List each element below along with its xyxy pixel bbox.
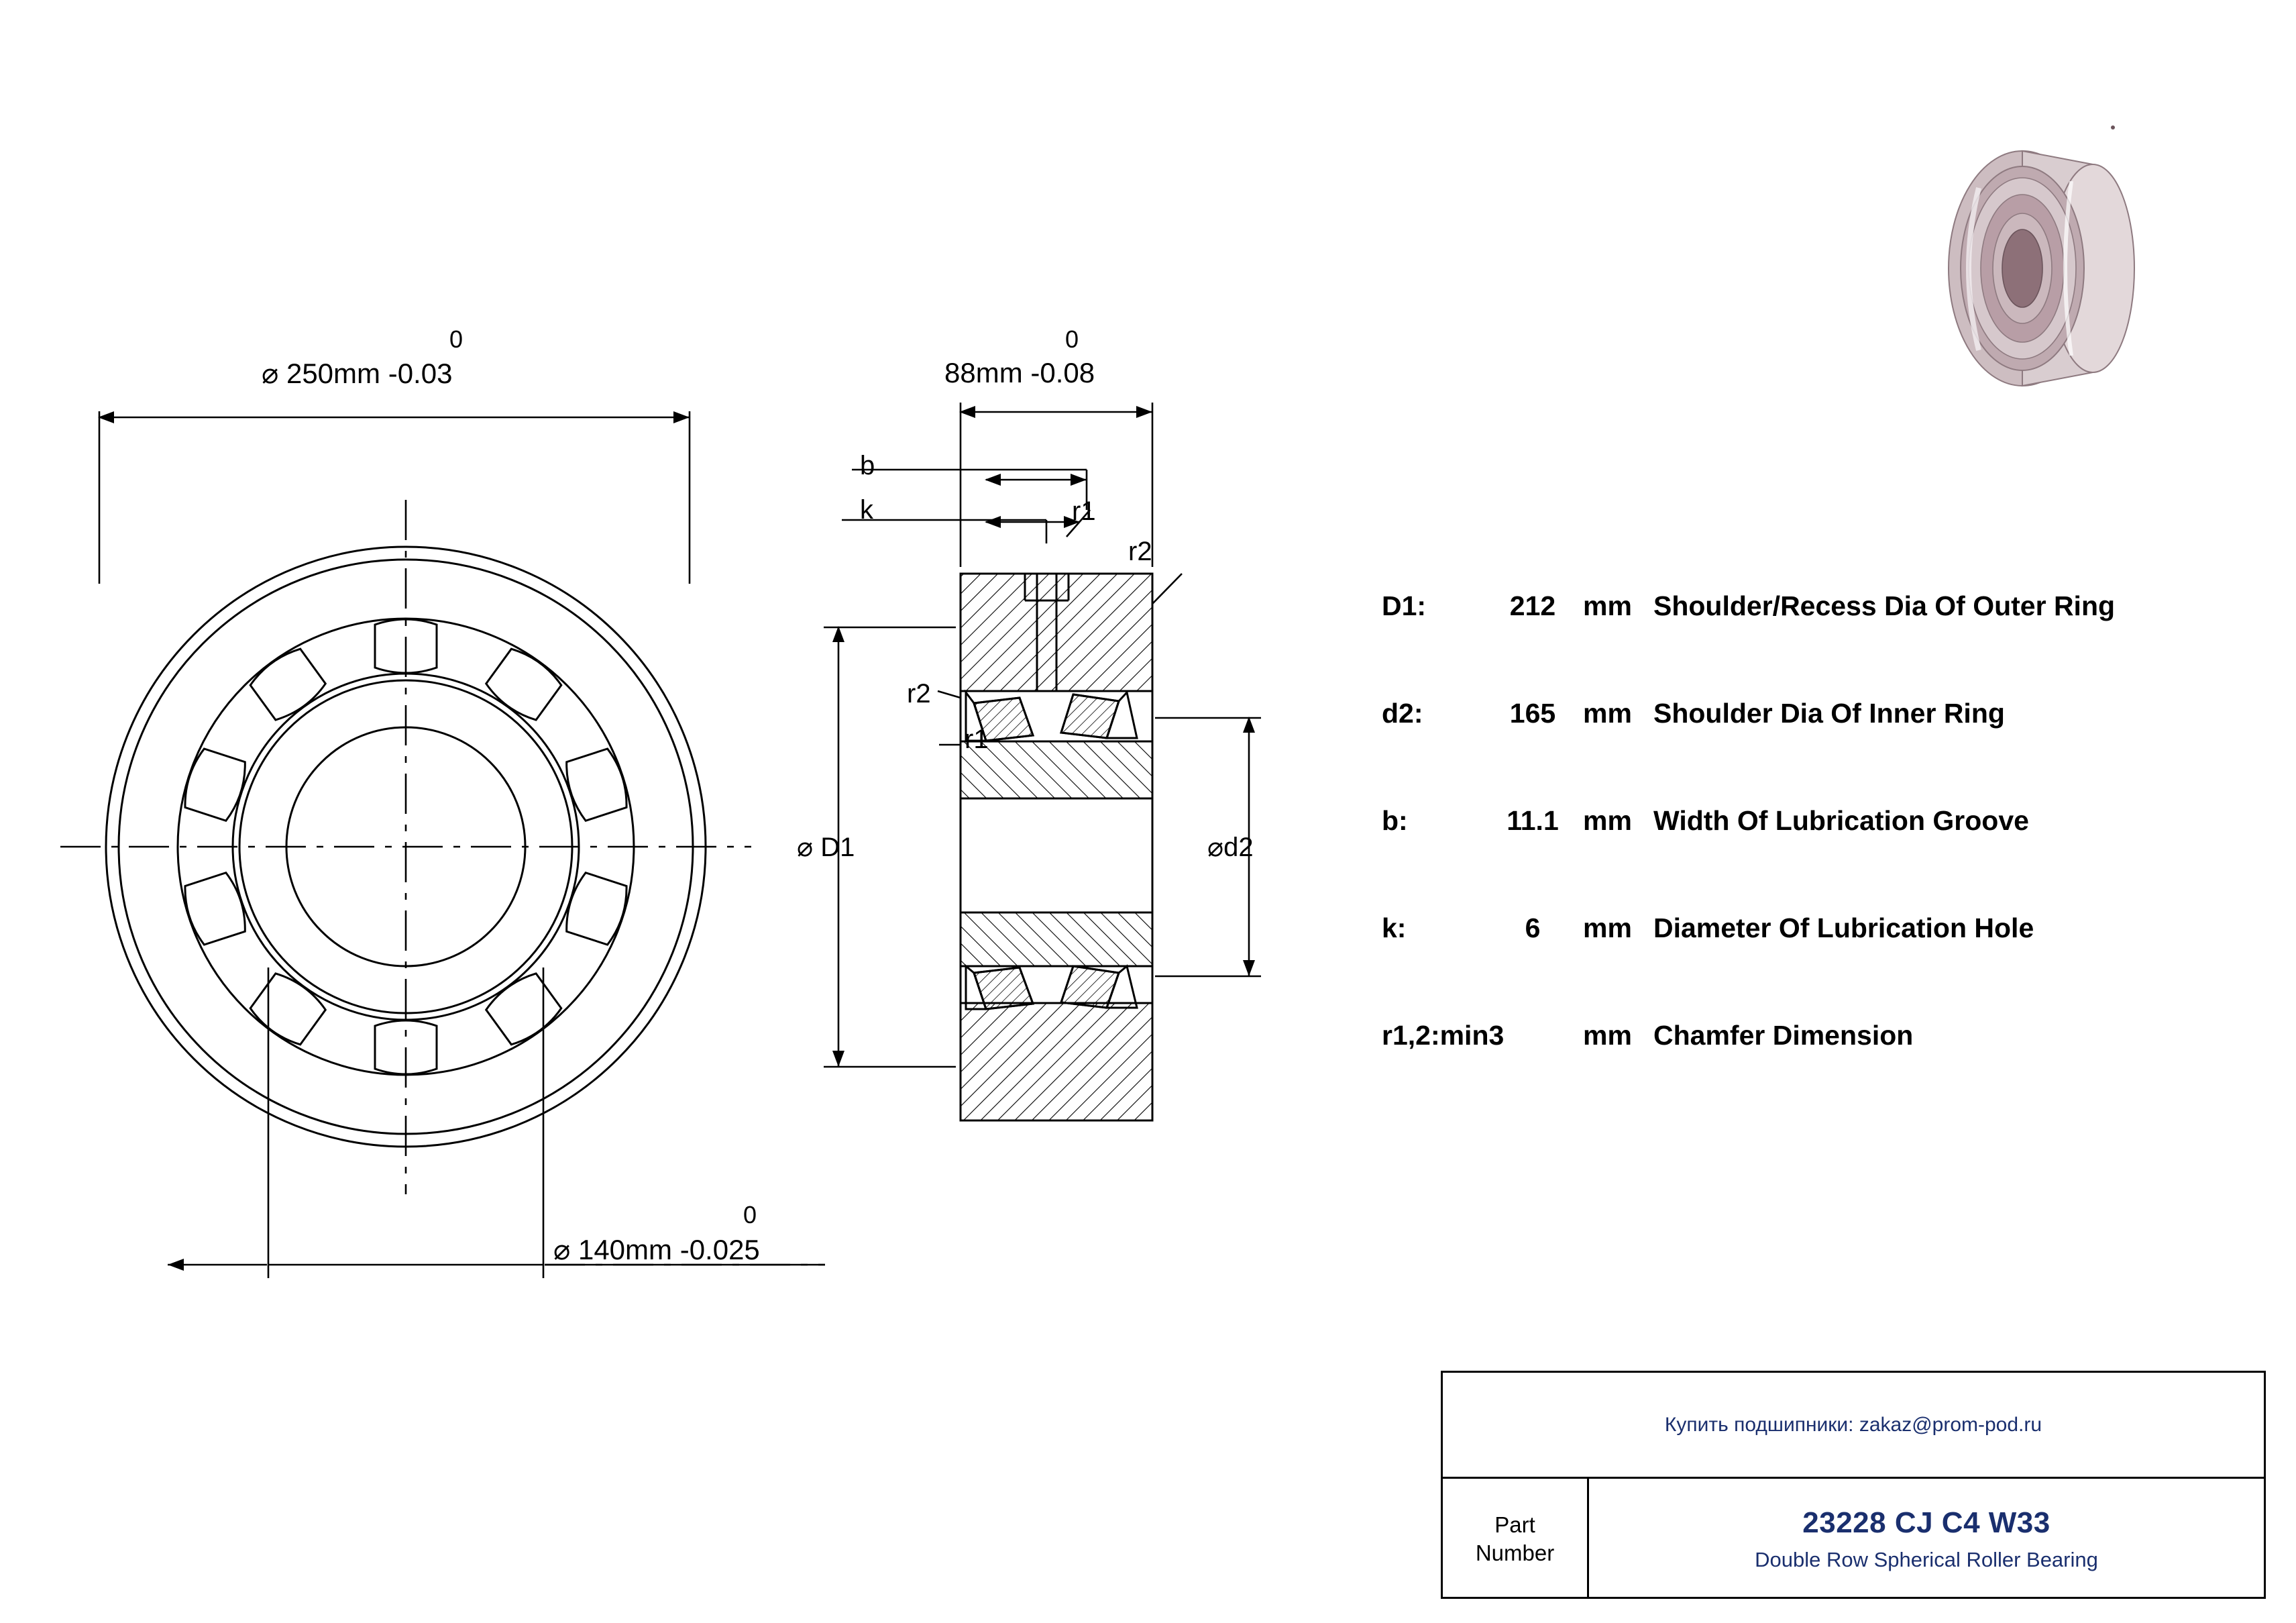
specification-list <box>1382 590 2254 1127</box>
spec-row <box>1382 1020 2254 1127</box>
spec-description: Diameter Of Lubrication Hole <box>1653 912 2034 943</box>
section-rollers-upper <box>966 692 1137 741</box>
title-block-note-row <box>1443 1373 2264 1479</box>
front-od-value: 250mm <box>286 358 381 389</box>
spec-unit: mm <box>1583 1020 1632 1051</box>
spec-symbol: k: <box>1382 912 1407 943</box>
spec-description: Chamfer Dimension <box>1653 1020 1914 1051</box>
label-d2: ⌀d2 <box>1207 833 1254 862</box>
front-bore-value: 140mm <box>578 1234 673 1265</box>
centerlines <box>60 500 751 1194</box>
spec-row <box>1382 805 2254 912</box>
spec-value: 212 <box>1509 590 1556 621</box>
spec-unit: mm <box>1583 912 1632 943</box>
front-od-tol-lower: -0.03 <box>388 358 453 389</box>
spec-row <box>1382 912 2254 1020</box>
contact-note: Купить подшипники: zakaz@prom-pod.ru <box>1664 1413 2042 1436</box>
part-number-label <box>1443 1479 1589 1599</box>
spec-description: Shoulder Dia Of Inner Ring <box>1653 698 2005 729</box>
bearing-product-photo <box>1892 101 2173 436</box>
spec-symbol: d2: <box>1382 698 1423 729</box>
section-width-dimension <box>944 357 1095 389</box>
spec-unit: mm <box>1583 805 1632 836</box>
spec-value: 11.1 <box>1507 805 1559 836</box>
spec-symbol: r1,2:min3 <box>1382 1020 1505 1051</box>
spec-description: Width Of Lubrication Groove <box>1653 805 2029 836</box>
spec-symbol: D1: <box>1382 590 1427 621</box>
spec-row <box>1382 590 2254 698</box>
label-d1: ⌀ D1 <box>797 833 855 862</box>
section-view-geometry <box>961 574 1152 1120</box>
front-view-geometry <box>60 500 751 1194</box>
label-b: b <box>860 451 875 480</box>
front-od-dimension <box>262 357 452 390</box>
front-od-diameter-symbol: ⌀ <box>262 358 279 389</box>
label-r1-top: r1 <box>1072 496 1096 526</box>
title-block-part-row <box>1443 1479 2264 1599</box>
front-bore-diameter-symbol: ⌀ <box>553 1234 571 1265</box>
spec-symbol: b: <box>1382 805 1408 836</box>
part-number-label-line2: Number <box>1475 1540 1555 1565</box>
label-k: k <box>860 495 873 525</box>
spec-value: 6 <box>1525 912 1541 943</box>
part-description: Double Row Spherical Roller Bearing <box>1755 1547 2098 1571</box>
section-width-tol-lower: -0.08 <box>1030 357 1095 388</box>
label-r1-left: r1 <box>965 725 989 754</box>
front-view-dimensions <box>99 411 825 1278</box>
front-bore-tol-lower: -0.025 <box>679 1234 760 1265</box>
front-bore-tol-upper: 0 <box>743 1201 757 1228</box>
part-number-value: 23228 CJ C4 W33 <box>1802 1506 2051 1539</box>
spec-row <box>1382 698 2254 805</box>
section-width-value: 88mm <box>944 357 1023 388</box>
spec-description: Shoulder/Recess Dia Of Outer Ring <box>1653 590 2116 621</box>
part-number-block <box>1589 1479 2264 1599</box>
front-od-tol-upper: 0 <box>449 325 463 353</box>
spec-unit: mm <box>1583 590 1632 621</box>
label-r2-left: r2 <box>907 679 931 709</box>
section-width-tol-upper: 0 <box>1065 325 1079 353</box>
front-bore-dimension <box>553 1233 760 1266</box>
part-number-label-line1: Part <box>1494 1512 1535 1538</box>
spec-unit: mm <box>1583 698 1632 729</box>
title-block <box>1441 1371 2266 1599</box>
label-r2-top: r2 <box>1128 537 1152 566</box>
spec-value: 165 <box>1509 698 1556 729</box>
